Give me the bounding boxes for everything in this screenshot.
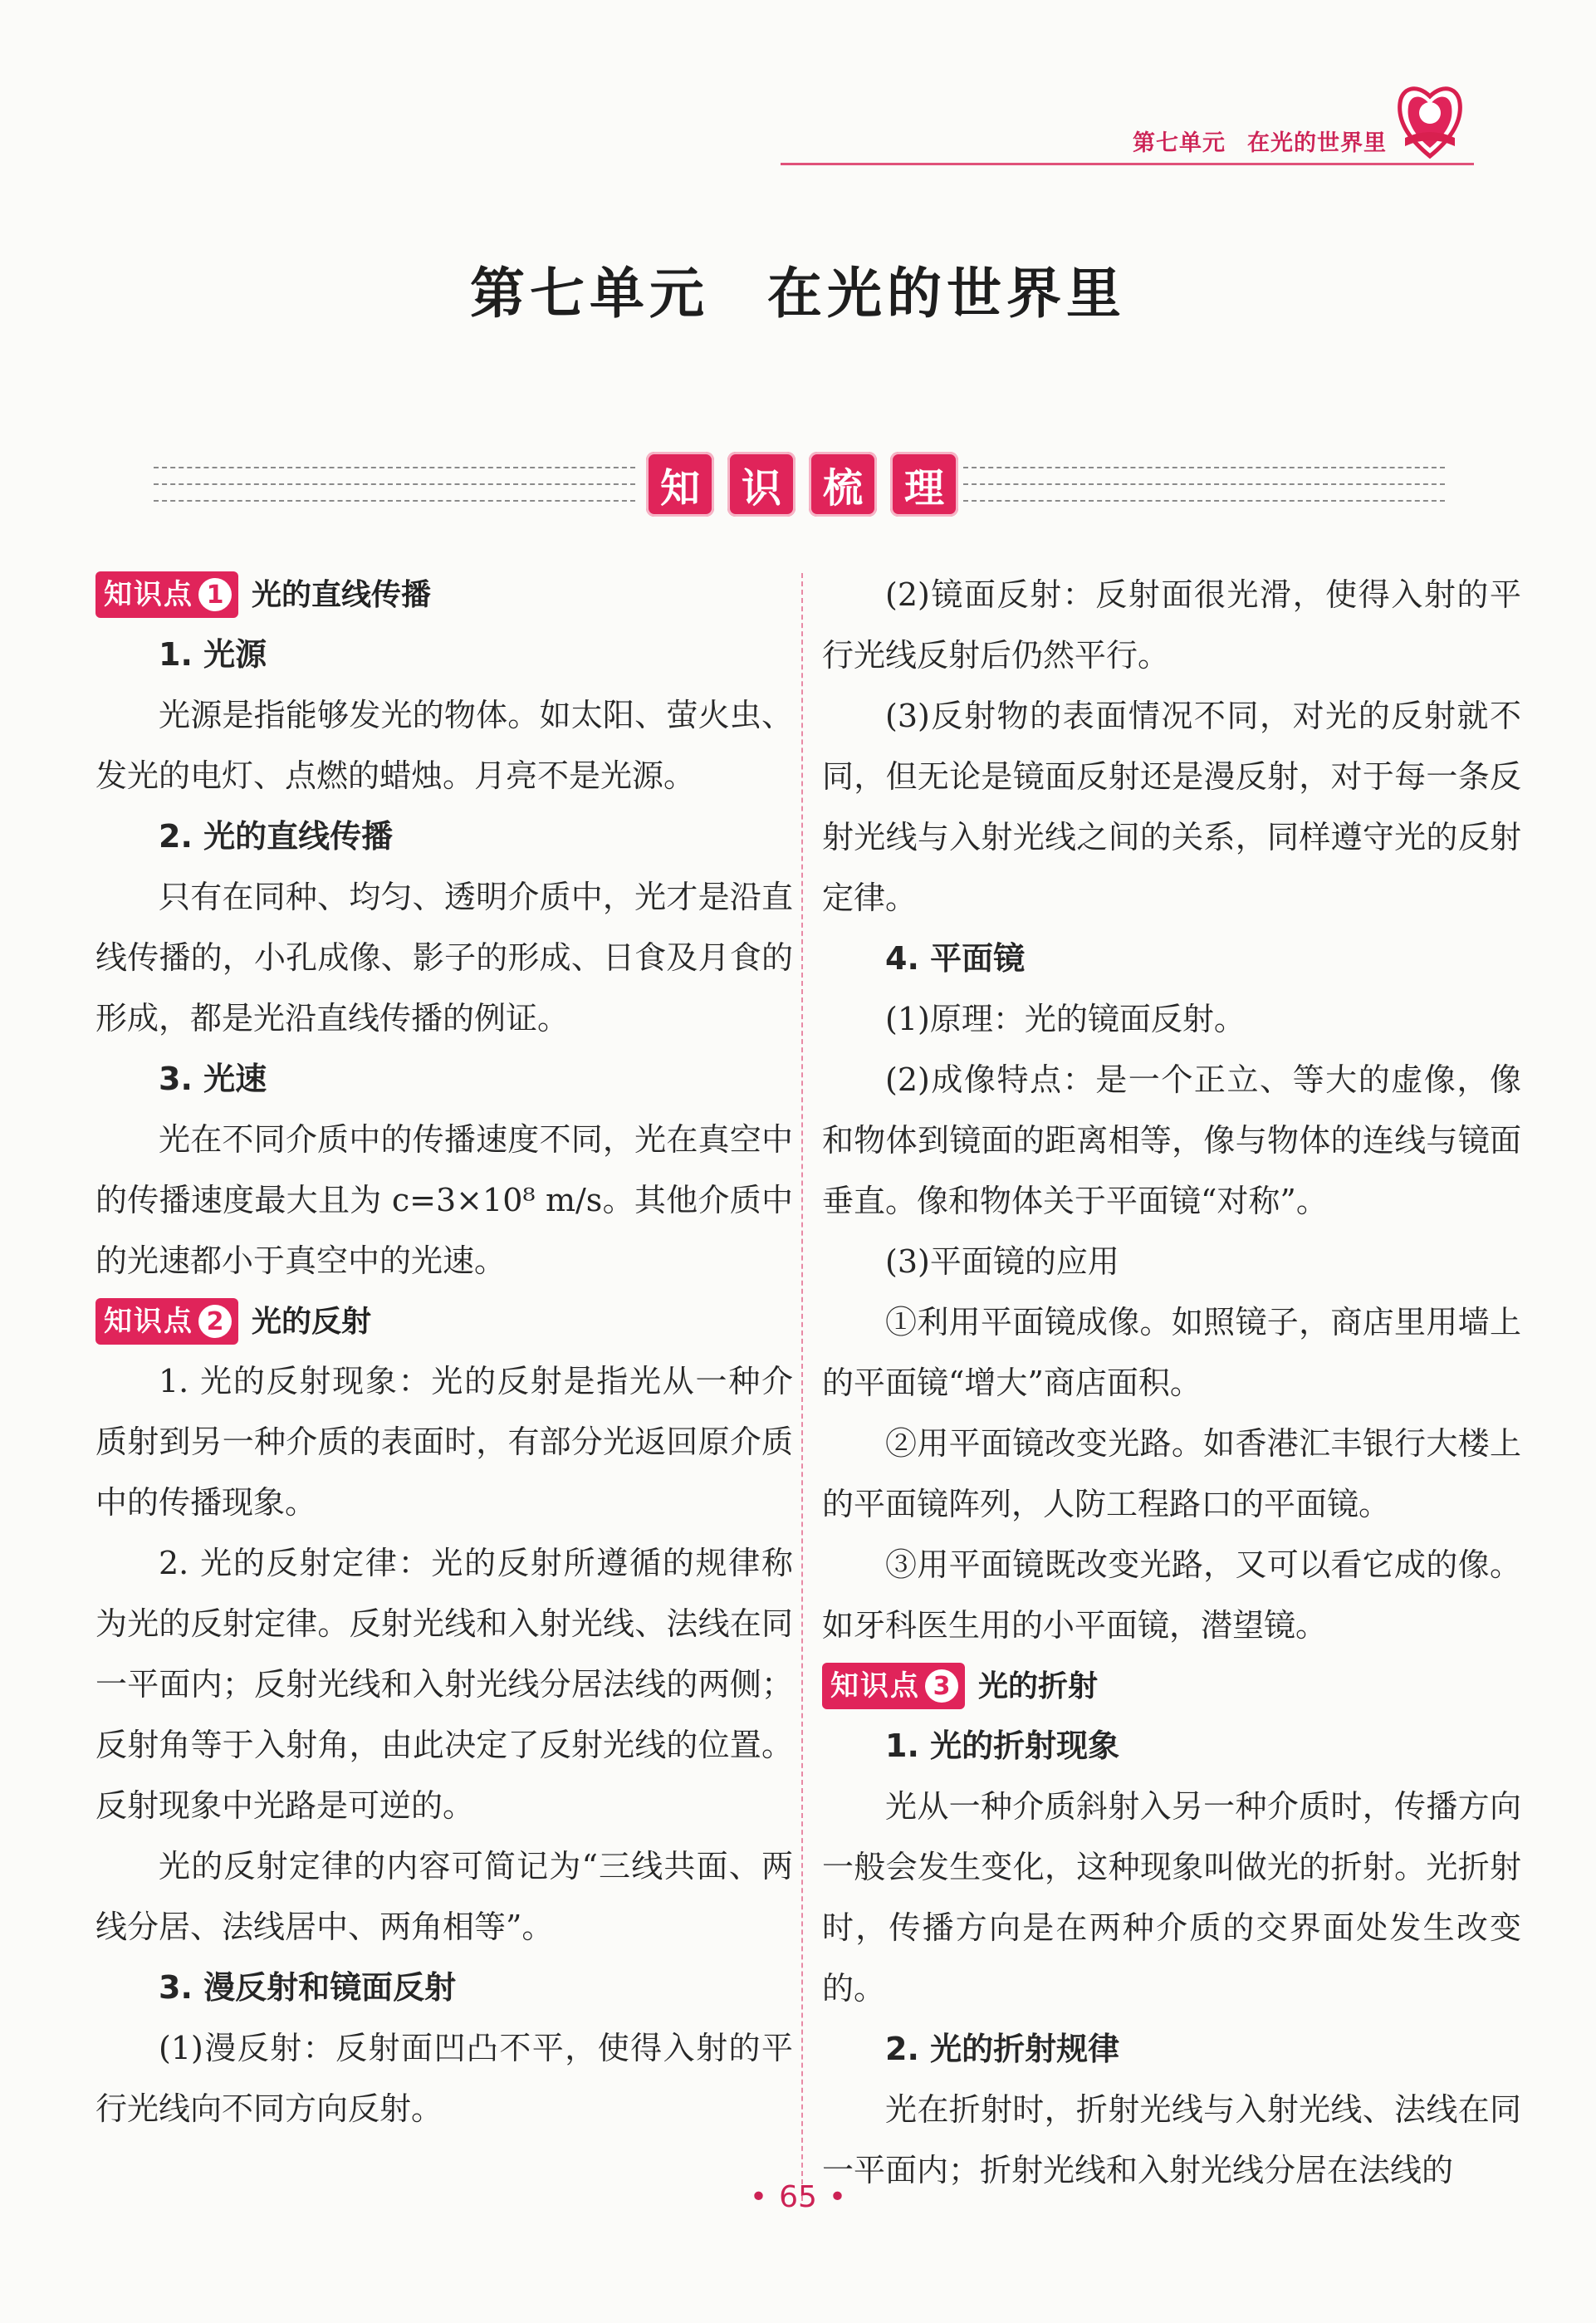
paragraph: 光在不同介质中的传播速度不同，光在真空中的传播速度最大且为 c=3×10⁸ m/s。其他介质中的光速都小于真空中的光速。 [95,1121,793,1279]
subheading-text: 3. 漫反射和镜面反射 [159,1969,457,2006]
paragraph: (2)镜面反射：反射面很光滑，使得入射的平行光线反射后仍然平行。 [822,576,1521,674]
knowledge-point-heading [95,1291,793,1351]
banner-dashed-line [154,467,635,468]
page-number-dot: • [828,2180,847,2214]
banner-tile: 理 [890,452,958,517]
knowledge-point-title: 光的折射 [978,1669,1099,1703]
paragraph: 1. 光的反射现象：光的反射是指光从一种介质射到另一种介质的表面时，有部分光返回原介质中的传播现象。 [95,1363,793,1521]
paragraph: ③用平面镜既改变光路，又可以看它成的像。如牙科医生用的小平面镜，潜望镜。 [822,1546,1521,1644]
section-banner [646,452,958,518]
paragraph: 光在折射时，折射光线与入射光线、法线在同一平面内；折射光线和入射光线分居在法线的 [822,2091,1521,2188]
column-divider [801,573,803,2201]
page-number-value: 65 [779,2180,817,2214]
knowledge-point-title: 光的直线传播 [252,577,432,612]
knowledge-point-title: 光的反射 [252,1304,372,1339]
paragraph: ①利用平面镜成像。如照镜子，商店里用墙上的平面镜“增大”商店面积。 [822,1304,1521,1401]
paragraph: 2. 光的反射定律：光的反射所遵循的规律称为光的反射定律。反射光线和入射光线、法线在同一平面内；反射光线和入射光线分居法线的两侧；反射角等于入射角，由此决定了反射光线的位置。反射现象中光路是可逆的。 [95,1545,793,1824]
subheading [95,1958,793,2018]
running-header-unit: 第七单元 [1133,130,1226,156]
knowledge-point-number: 1 [198,578,232,611]
subheading [95,806,793,867]
paragraph: 光的反射定律的内容可简记为“三线共面、两线分居、法线居中、两角相等”。 [95,1848,793,1945]
knowledge-point-tag-label: 知识点 [104,577,193,611]
right-column [822,565,1521,2201]
paragraph: (2)成像特点：是一个正立、等大的虚像，像和物体到镜面的距离相等，像与物体的连线与镜面垂直。像和物体关于平面镜“对称”。 [822,1061,1521,1219]
paragraph: ②用平面镜改变光路。如香港汇丰银行大楼上的平面镜阵列，人防工程路口的平面镜。 [822,1425,1521,1522]
subheading [95,1049,793,1110]
subheading-text: 1. 光的折射现象 [885,1728,1120,1764]
paragraph: 只有在同种、均匀、透明介质中，光才是沿直线传播的，小孔成像、影子的形成、日食及月食的形成，都是光沿直线传播的例证。 [95,879,793,1037]
paragraph: 光源是指能够发光的物体。如太阳、萤火虫、发光的电灯、点燃的蜡烛。月亮不是光源。 [95,697,793,794]
page-number-dot: • [749,2180,768,2214]
banner-dashed-line [963,500,1445,502]
paragraph: 光从一种介质斜射入另一种介质时，传播方向一般会发生变化，这种现象叫做光的折射。光折射时，传播方向是在两种介质的交界面处发生改变的。 [822,1788,1521,2007]
subheading-text: 3. 光速 [159,1061,267,1097]
banner-tile: 知 [646,452,714,517]
knowledge-point-heading [822,1656,1521,1716]
knowledge-point-tag-label: 知识点 [830,1669,920,1703]
knowledge-point-tag [822,1663,965,1709]
subheading [822,2019,1521,2080]
subheading-text: 4. 平面镜 [885,940,1026,977]
paragraph: (1)漫反射：反射面凹凸不平，使得入射的平行光线向不同方向反射。 [95,2030,793,2127]
knowledge-point-heading [95,565,793,625]
page-number [0,2180,1596,2214]
banner-tile: 识 [727,452,796,517]
knowledge-point-tag [95,1298,238,1345]
banner-dashed-line [154,500,635,502]
knowledge-point-number: 2 [198,1305,232,1338]
paragraph: (1)原理：光的镜面反射。 [885,1001,1246,1037]
unit-title [0,249,1596,328]
banner-dashed-line [154,483,635,485]
unit-title-topic: 在光的世界里 [767,262,1126,326]
subheading-text: 2. 光的折射规律 [885,2031,1120,2067]
running-header [781,125,1470,157]
unit-title-unit: 第七单元 [470,262,709,326]
paragraph: (3)反射物的表面情况不同，对光的反射就不同，但无论是镜面反射还是漫反射，对于每一条反射光线与入射光线之间的关系，同样遵守光的反射定律。 [822,698,1521,916]
paragraph: (3)平面镜的应用 [885,1243,1119,1280]
knowledge-point-tag [95,571,238,618]
subheading [822,1716,1521,1777]
banner-dashed-line [963,467,1445,468]
subheading-text: 1. 光源 [159,636,267,673]
subheading [95,625,793,685]
banner-tile: 梳 [809,452,877,517]
subheading [822,929,1521,989]
knowledge-point-number: 3 [925,1669,958,1703]
banner-dashed-line [963,483,1445,485]
knowledge-point-tag-label: 知识点 [104,1304,193,1338]
running-header-topic: 在光的世界里 [1247,130,1387,156]
left-column [95,565,793,2139]
subheading-text: 2. 光的直线传播 [159,818,394,855]
heart-book-logo-icon [1395,76,1465,163]
header-rule [781,163,1474,165]
